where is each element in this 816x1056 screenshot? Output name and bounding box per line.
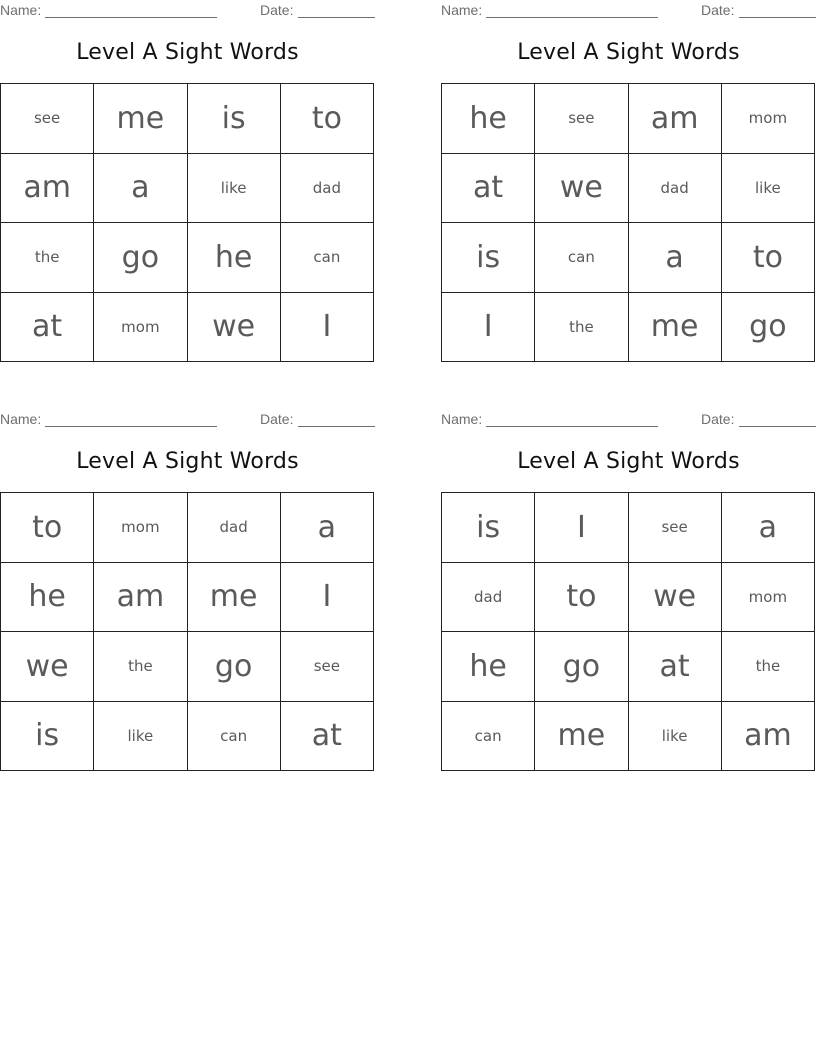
date-field-line[interactable]	[739, 426, 816, 427]
name-field-line[interactable]	[486, 17, 658, 18]
word-cell: can	[188, 702, 281, 772]
word-cell: like	[722, 154, 815, 224]
word-cell: we	[1, 632, 94, 702]
date-field-line[interactable]	[298, 17, 375, 18]
word-cell: he	[1, 563, 94, 633]
card-title: Level A Sight Words	[517, 40, 740, 65]
word-cell: me	[629, 293, 722, 363]
word-grid	[441, 492, 815, 771]
name-label: Name:	[441, 2, 483, 18]
word-cell: is	[188, 84, 281, 154]
word-cell: me	[188, 563, 281, 633]
word-cell: a	[281, 493, 374, 563]
word-cell: we	[535, 154, 628, 224]
word-cell: I	[535, 493, 628, 563]
word-cell: the	[1, 223, 94, 293]
word-cell: is	[1, 702, 94, 772]
word-cell: he	[442, 632, 535, 702]
word-grid	[0, 492, 374, 771]
name-field-line[interactable]	[45, 426, 217, 427]
word-cell: he	[188, 223, 281, 293]
bingo-card-3	[0, 409, 375, 809]
word-cell: the	[94, 632, 187, 702]
word-cell: am	[94, 563, 187, 633]
word-cell: can	[442, 702, 535, 772]
word-cell: mom	[94, 493, 187, 563]
bingo-card-4	[441, 409, 816, 809]
word-cell: is	[442, 493, 535, 563]
word-cell: me	[535, 702, 628, 772]
card-title: Level A Sight Words	[517, 449, 740, 474]
header-row	[0, 2, 375, 20]
word-cell: at	[629, 632, 722, 702]
name-label: Name:	[441, 411, 483, 427]
word-cell: mom	[722, 563, 815, 633]
word-cell: the	[722, 632, 815, 702]
word-cell: a	[722, 493, 815, 563]
word-cell: see	[535, 84, 628, 154]
date-label: Date:	[260, 2, 294, 18]
word-grid	[0, 83, 374, 362]
word-cell: see	[1, 84, 94, 154]
word-cell: can	[281, 223, 374, 293]
word-cell: at	[1, 293, 94, 363]
word-cell: go	[535, 632, 628, 702]
word-cell: am	[629, 84, 722, 154]
bingo-card-1	[0, 0, 375, 400]
word-cell: we	[188, 293, 281, 363]
word-cell: to	[1, 493, 94, 563]
header-row	[0, 411, 375, 429]
word-cell: see	[629, 493, 722, 563]
word-cell: like	[188, 154, 281, 224]
word-cell: he	[442, 84, 535, 154]
word-cell: can	[535, 223, 628, 293]
word-cell: go	[188, 632, 281, 702]
word-cell: I	[442, 293, 535, 363]
word-cell: dad	[442, 563, 535, 633]
bingo-card-2	[441, 0, 816, 400]
word-cell: dad	[281, 154, 374, 224]
name-field-line[interactable]	[45, 17, 217, 18]
name-field-line[interactable]	[486, 426, 658, 427]
word-cell: we	[629, 563, 722, 633]
word-cell: am	[722, 702, 815, 772]
word-cell: see	[281, 632, 374, 702]
word-cell: I	[281, 293, 374, 363]
word-cell: to	[281, 84, 374, 154]
word-cell: mom	[94, 293, 187, 363]
word-cell: dad	[629, 154, 722, 224]
name-label: Name:	[0, 411, 42, 427]
date-field-line[interactable]	[298, 426, 375, 427]
word-cell: to	[722, 223, 815, 293]
word-cell: go	[722, 293, 815, 363]
word-cell: at	[281, 702, 374, 772]
word-cell: to	[535, 563, 628, 633]
word-cell: like	[629, 702, 722, 772]
word-cell: am	[1, 154, 94, 224]
date-label: Date:	[701, 411, 735, 427]
word-cell: mom	[722, 84, 815, 154]
word-cell: the	[535, 293, 628, 363]
word-cell: at	[442, 154, 535, 224]
word-grid	[441, 83, 815, 362]
date-label: Date:	[260, 411, 294, 427]
word-cell: go	[94, 223, 187, 293]
word-cell: a	[629, 223, 722, 293]
header-row	[441, 411, 816, 429]
word-cell: a	[94, 154, 187, 224]
date-label: Date:	[701, 2, 735, 18]
word-cell: dad	[188, 493, 281, 563]
word-cell: like	[94, 702, 187, 772]
word-cell: is	[442, 223, 535, 293]
name-label: Name:	[0, 2, 42, 18]
word-cell: I	[281, 563, 374, 633]
card-title: Level A Sight Words	[76, 40, 299, 65]
word-cell: me	[94, 84, 187, 154]
date-field-line[interactable]	[739, 17, 816, 18]
card-title: Level A Sight Words	[76, 449, 299, 474]
header-row	[441, 2, 816, 20]
